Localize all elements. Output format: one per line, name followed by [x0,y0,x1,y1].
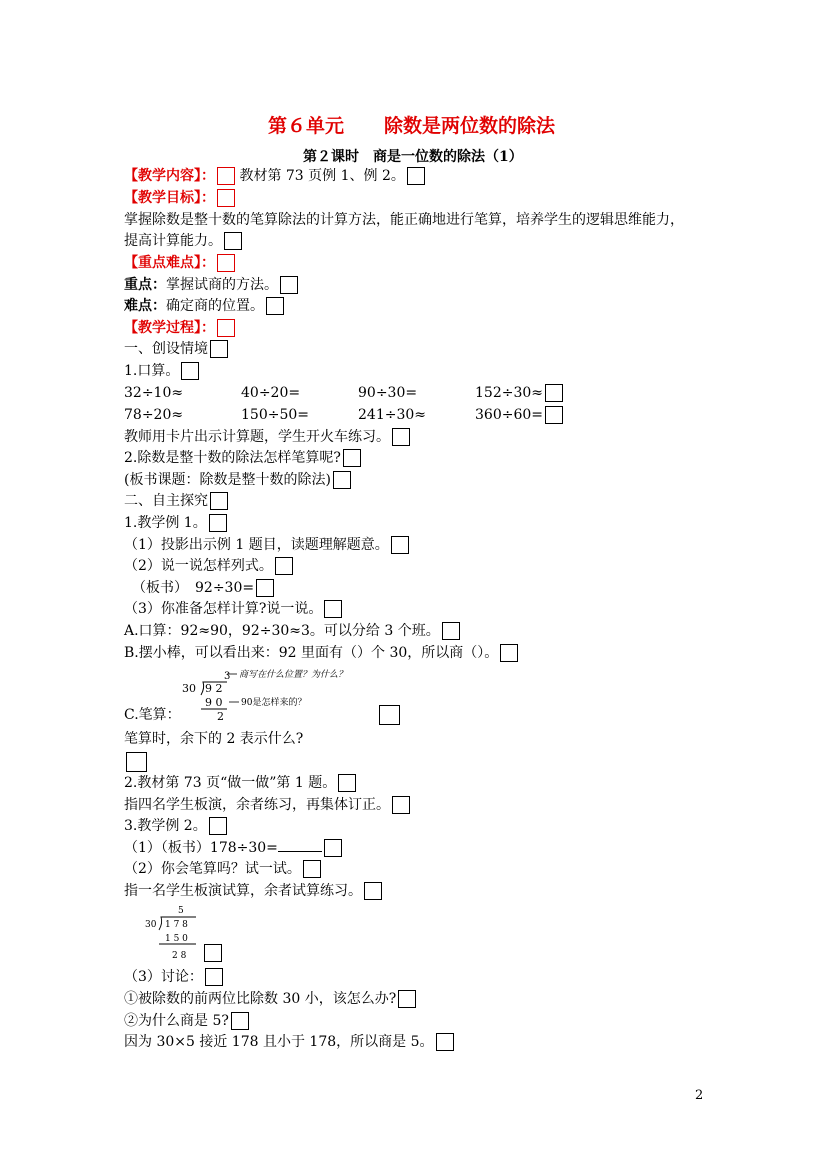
checkbox[interactable] [343,449,361,467]
process-label-row [124,319,235,337]
checkbox[interactable] [364,882,382,900]
checkbox[interactable] [392,428,410,446]
line-13 [124,644,518,662]
calc-item: 78÷20≈ [124,407,184,423]
line-2 [124,362,199,380]
checkbox[interactable] [275,557,293,575]
checkbox[interactable] [210,340,228,358]
line-text: （2）你会笔算吗？试一试。 [124,861,301,877]
key-label: 【重点难点】： [124,255,215,271]
line-text: 指四名学生板演，余者练习，再集体订正。 [124,797,390,813]
line-text: （3）你准备怎样计算?说一说。 [124,601,323,617]
line-text: （2）说一说怎样列式。 [124,558,273,574]
line-4 [124,449,361,467]
line-text: A.口算：92≈90，92÷30≈3。可以分给 3 个班。 [124,623,440,639]
checkbox[interactable] [210,492,228,510]
calc-item: 90÷30= [358,385,418,401]
product: 9 0 [205,696,223,709]
line-text: C.笔算： [124,707,181,723]
line-text: 1.教学例 1。 [124,515,207,531]
line-text: （3）讨论： [124,969,203,985]
checkbox[interactable] [398,990,416,1008]
checkbox[interactable] [407,167,425,185]
goal-text-row [124,232,242,250]
line-text: （1）投影出示例 1 题目，读题理解题意。 [124,537,389,553]
line-text: 2.教材第 73 页“做一做”第 1 题。 [124,775,337,791]
calc-item: 360÷60= [475,407,543,423]
long-division-figure-1 [179,668,377,722]
calc-item: 32÷10≈ [124,385,184,401]
divisor: 30 [182,682,196,695]
line-21 [124,882,382,900]
line-text: 因为 30×5 接近 178 且小于 178，所以商是 5。 [124,1034,434,1050]
checkbox[interactable] [500,644,518,662]
line-7 [124,514,227,532]
line-14 [124,706,181,724]
line-text: 二、自主探究 [124,493,208,509]
line-20 [124,860,321,878]
checkbox[interactable] [303,860,321,878]
remainder: 2 [217,710,224,722]
line-18 [124,817,227,835]
line-11 [124,600,342,618]
line-text: 3.教学例 2。 [124,818,207,834]
process-label: 【教学过程】： [124,320,215,336]
dividend: 1 7 8 [165,920,188,930]
line-text: 一、创设情境 [124,341,208,357]
checkbox[interactable] [209,514,227,532]
difficult-label: 难点： [124,298,166,314]
goal-text-1: 掌握除数是整十数的笔算除法的计算方法，能正确地进行笔算，培养学生的逻辑思维能力， [124,212,684,228]
calc-item: 150÷50= [241,407,309,423]
line-text: ②为什么商是 5? [124,1013,229,1029]
key-label-row [124,254,235,272]
remainder: 2 8 [172,951,187,961]
line-text: B.摆小棒，可以看出来：92 里面有（）个 30，所以商（）。 [124,645,499,661]
checkbox[interactable] [338,774,356,792]
note-2: 90是怎样来的？ [241,698,307,708]
checkbox[interactable] [391,536,409,554]
checkbox[interactable] [379,705,400,725]
divisor: 30 [145,920,157,930]
calc-item: 40÷20= [241,385,301,401]
page-title [268,111,555,138]
checkbox[interactable] [545,406,563,424]
lesson-subtitle: 第２课时 商是一位数的除法（1） [303,149,523,165]
checkbox[interactable] [442,622,460,640]
product: 1 5 0 [165,934,188,944]
checkbox[interactable] [256,579,274,597]
line-3 [124,428,410,446]
checkbox[interactable] [209,817,227,835]
calc-item: 241÷30≈ [358,407,426,423]
checkbox[interactable] [217,254,235,272]
content-label: 【教学内容】： [124,168,215,184]
line-text: （1）（板书）178÷30= [124,840,278,856]
line-text: (板书课题：除数是整十数的除法) [124,472,331,488]
line-16 [124,774,356,792]
checkbox[interactable] [204,944,222,962]
checkbox[interactable] [436,1033,454,1051]
line-text: 指一名学生板演试算，余者试算练习。 [124,883,362,899]
line-15: 笔算时，余下的 2 表示什么? [124,731,304,747]
checkbox[interactable] [392,796,410,814]
calc-row-end [475,384,563,402]
line-text: ①被除数的前两位比除数 30 小，该怎么办? [124,991,397,1007]
checkbox[interactable] [224,232,242,250]
line-text: 教师用卡片出示计算题，学生开火车练习。 [124,429,390,445]
line-1 [124,340,228,358]
content-row [124,167,425,185]
line-24 [124,1012,249,1030]
line-23 [124,990,416,1008]
line-6 [124,492,228,510]
unit-name: 除数是两位数的除法 [384,115,556,137]
line-19 [124,839,342,857]
difficult-row [124,297,284,315]
checkbox[interactable] [333,471,351,489]
line-10 [132,579,274,597]
checkbox[interactable] [266,297,284,315]
key-point-text: 掌握试商的方法。 [166,277,278,293]
key-point-row [124,276,298,294]
line-5 [124,471,351,489]
unit-number: 第６单元 [268,115,345,137]
difficult-text: 确定商的位置。 [166,298,264,314]
dividend: 9 2 [205,682,223,695]
goal-label: 【教学目标】： [124,190,215,206]
note-1: 商写在什么位置？为什么？ [239,670,348,680]
checkbox[interactable] [181,362,199,380]
checkbox[interactable] [545,384,563,402]
line-9 [124,557,293,575]
checkbox[interactable] [217,189,235,207]
checkbox[interactable] [217,319,235,337]
line-12 [124,622,460,640]
quotient: 5 [178,906,184,916]
goal-text-2: 提高计算能力。 [124,233,222,249]
goal-label-row [124,189,235,207]
checkbox[interactable] [126,752,147,772]
content-text: 教材第 73 页例 1、例 2。 [239,168,405,184]
page-number: 2 [695,1088,704,1103]
checkbox[interactable] [324,600,342,618]
long-division-figure-2 [144,905,200,963]
quotient: 3 [224,671,231,682]
line-17 [124,796,410,814]
line-8 [124,536,409,554]
line-text: 1.口算。 [124,363,180,379]
line-25 [124,1033,454,1051]
checkbox[interactable] [217,167,235,185]
line-text: （板书） 92÷30= [132,580,255,596]
answer-blank[interactable] [278,839,322,852]
checkbox[interactable] [280,276,298,294]
calc-item: 152÷30≈ [475,385,543,401]
line-22 [124,968,223,986]
key-point-label: 重点： [124,277,166,293]
calc-row-end [475,406,563,424]
checkbox[interactable] [231,1012,249,1030]
checkbox[interactable] [324,839,342,857]
line-text: 2.除数是整十数的除法怎样笔算呢? [124,450,341,466]
checkbox[interactable] [205,968,223,986]
